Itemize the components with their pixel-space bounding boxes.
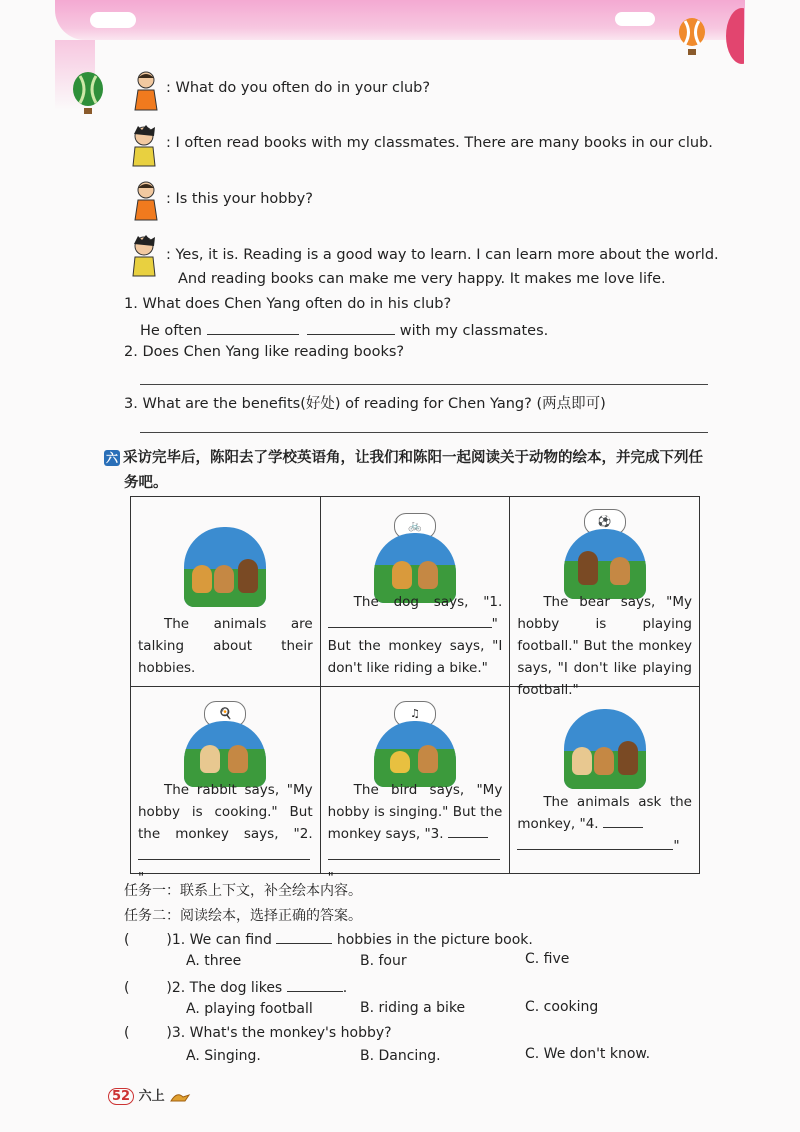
panel-1	[131, 497, 321, 687]
bird-icon	[169, 1089, 191, 1105]
question-2: 2. Does Chen Yang like reading books?	[124, 344, 405, 360]
dialogue-line: : Is this your hobby?	[166, 191, 313, 207]
answer-blank[interactable]	[517, 835, 673, 850]
section-number-badge: 六	[105, 451, 118, 465]
dialogue-line: And reading books can make me very happy. It makes me love life.	[178, 271, 666, 287]
question-1-answer: He often with my classmates.	[140, 320, 548, 339]
panel-6	[510, 687, 700, 874]
option-c[interactable]: C. We don't know.	[525, 1046, 651, 1062]
panel-illustration	[184, 721, 266, 787]
answer-blank[interactable]	[448, 823, 488, 838]
page-footer	[108, 1085, 191, 1105]
panel-4	[131, 687, 321, 886]
answer-blank[interactable]	[328, 613, 492, 628]
boy-avatar-icon	[128, 234, 162, 278]
thought-bubble: ⚽	[584, 509, 626, 535]
answer-line[interactable]	[140, 432, 708, 433]
mc-question-3: ( )3. What's the monkey's hobby?	[124, 1025, 392, 1041]
option-b[interactable]: B. Dancing.	[360, 1048, 441, 1064]
option-a[interactable]: A. playing football	[186, 1001, 313, 1017]
option-b[interactable]: B. four	[360, 953, 407, 969]
panel-caption: The bird says, "My hobby is singing." But the monkey says, "3.	[327, 782, 503, 842]
panel-caption-line: "	[138, 845, 313, 889]
thought-bubble: 🍳	[204, 701, 246, 727]
girl-avatar-icon	[132, 70, 160, 114]
answer-line[interactable]	[140, 384, 708, 385]
panel-caption: The animals are talking about their hobbies.	[138, 616, 313, 676]
panel-illustration	[184, 527, 266, 607]
thought-bubble: 🚲	[394, 513, 436, 539]
answer-blank[interactable]	[287, 977, 343, 992]
panel-caption: The animals ask the monkey, "4.	[517, 794, 692, 832]
answer-blank[interactable]	[603, 813, 643, 828]
panel-5	[320, 687, 510, 886]
answer-blank[interactable]	[276, 929, 332, 944]
section-6-title-cont: 务吧。	[124, 475, 168, 491]
picture-book-grid	[130, 496, 700, 886]
hot-air-balloon-icon	[724, 6, 744, 76]
grade-label: 六上	[138, 1089, 165, 1104]
panel-caption-line: "	[328, 613, 503, 635]
question-1: 1. What does Chen Yang often do in his club?	[124, 296, 452, 312]
boy-avatar-icon	[128, 124, 162, 168]
hot-air-balloon-icon	[70, 72, 106, 118]
option-b[interactable]: B. riding a bike	[360, 1000, 466, 1016]
task-1-instruction: 任务一：联系上下文，补全绘本内容。	[124, 883, 362, 899]
hot-air-balloon-icon	[676, 18, 708, 58]
cloud-icon	[615, 12, 655, 26]
mc-question-2: ( )2. The dog likes .	[124, 977, 347, 996]
panel-illustration	[564, 709, 646, 789]
panel-caption: But the monkey says, "I don't like riding a bike."	[327, 638, 503, 676]
section-6-title: 六 采访完毕后，陈阳去了学校英语角，让我们和陈阳一起阅读关于动物的绘本，并完成下列任	[105, 450, 703, 466]
panel-caption: The rabbit says, "My hobby is cooking." But the monkey says, "2.	[138, 779, 313, 867]
panel-caption: The dog says, "1.	[328, 591, 503, 635]
page-number: 52	[108, 1088, 134, 1105]
panel-illustration	[374, 721, 456, 787]
mc-question-1: ( )1. We can find hobbies in the picture book.	[124, 929, 533, 948]
answer-blank[interactable]	[207, 320, 299, 335]
panel-caption: The bear says, "My hobby is playing football." But the monkey says, "I don't like playing football."	[517, 594, 692, 698]
cloud-icon	[90, 12, 136, 28]
answer-blank[interactable]	[328, 845, 500, 860]
panel-caption-line: "	[517, 835, 692, 857]
thought-bubble: ♫	[394, 701, 436, 727]
option-c[interactable]: C. cooking	[525, 999, 599, 1015]
panel-2	[320, 497, 510, 687]
question-3: 3. What are the benefits(好处) of reading for Chen Yang? (两点即可)	[124, 396, 606, 412]
option-a[interactable]: A. three	[186, 953, 242, 969]
answer-blank[interactable]	[307, 320, 395, 335]
dialogue-line: : I often read books with my classmates. There are many books in our club.	[166, 135, 713, 151]
girl-avatar-icon	[132, 180, 160, 224]
option-c[interactable]: C. five	[525, 951, 570, 967]
dialogue-line: : What do you often do in your club?	[166, 80, 431, 96]
panel-caption-line: "	[328, 845, 503, 889]
answer-blank[interactable]	[138, 845, 310, 860]
panel-3	[510, 497, 700, 698]
dialogue-line: : Yes, it is. Reading is a good way to learn. I can learn more about the world.	[166, 247, 719, 263]
task-2-instruction: 任务二：阅读绘本，选择正确的答案。	[124, 908, 362, 924]
option-a[interactable]: A. Singing.	[186, 1048, 261, 1064]
panel-illustration	[564, 529, 646, 599]
